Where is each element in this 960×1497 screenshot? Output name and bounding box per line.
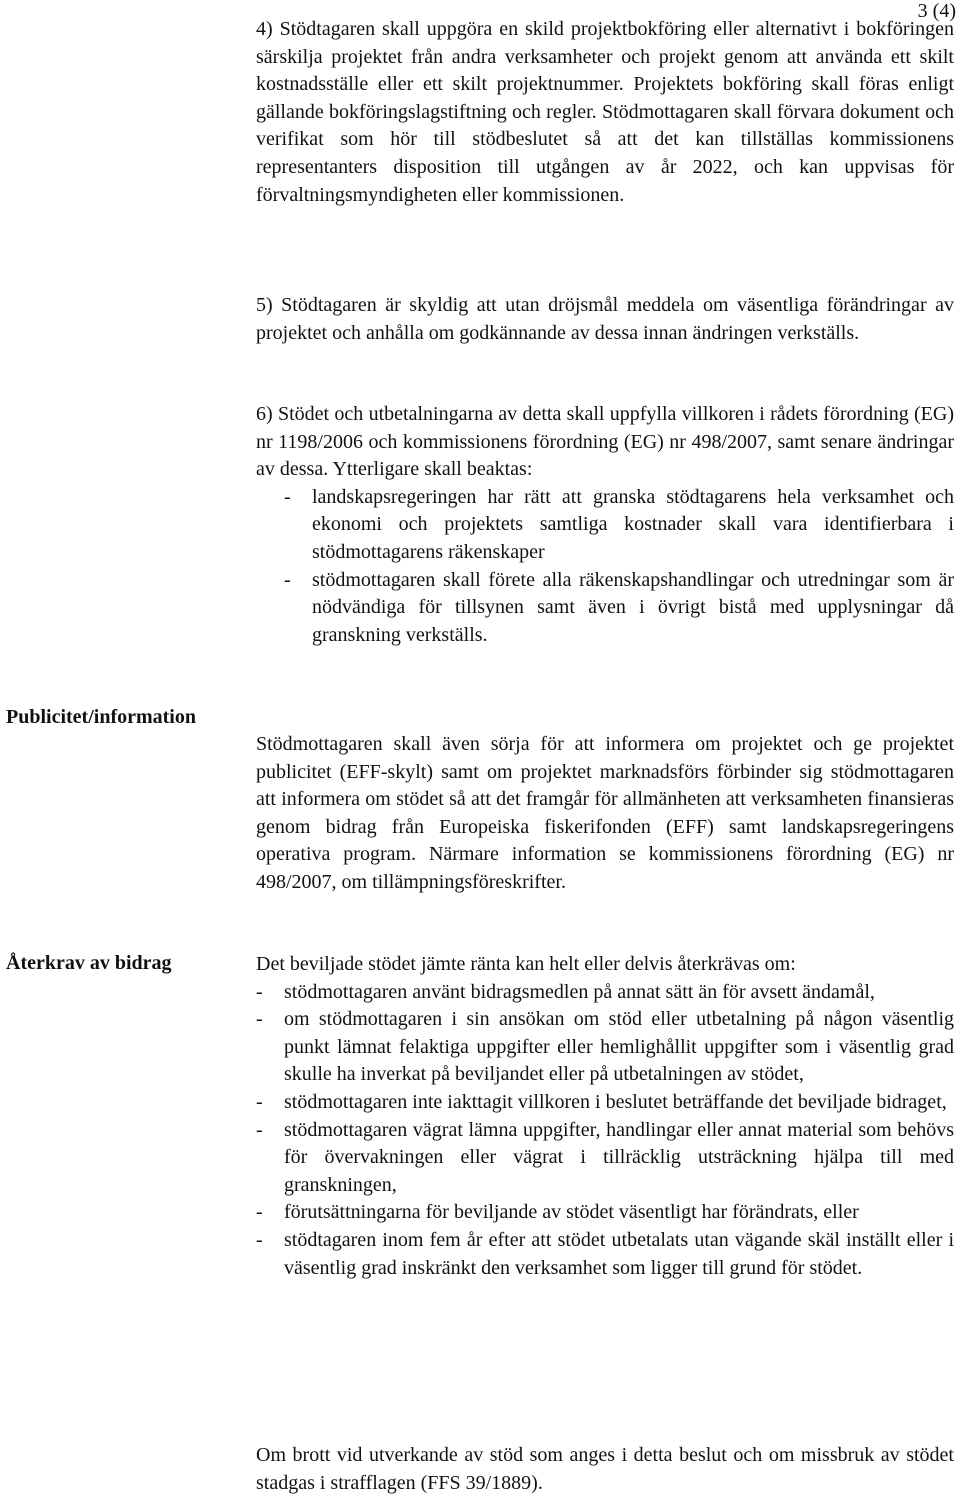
list-item bbox=[256, 1227, 954, 1282]
list-item bbox=[256, 1117, 954, 1200]
recovery-section bbox=[256, 951, 954, 1282]
dash-bullet: - bbox=[284, 485, 291, 508]
condition-5-paragraph: 5) Stödtagaren är skyldig att utan dröjsmål meddela om väsentliga förändringar av projektet och anhålla om godkännande av dessa innan ändringen verkställs. bbox=[256, 294, 954, 344]
list-item bbox=[256, 979, 954, 1007]
list-item-text: förutsättningarna för beviljande av stödet väsentligt har förändrats, eller bbox=[284, 1201, 859, 1224]
list-item-text: stödmottagaren skall förete alla räkenskapshandlingar och utredningar som är nödvändiga för tillsynen samt även i övrigt bistå med upplysningar då granskning verkställs. bbox=[312, 568, 954, 646]
condition-6-section bbox=[256, 401, 954, 649]
list-item bbox=[256, 1199, 954, 1227]
list-item bbox=[256, 567, 954, 650]
list-item bbox=[256, 484, 954, 567]
list-item bbox=[256, 1006, 954, 1089]
list-item-text: om stödmottagaren i sin ansökan om stöd eller utbetalning på någon väsentlig punkt lämnat felaktiga uppgifter eller hemlighållit uppgifter som i väsentlig grad skulle ha inverkat på beviljandet eller på utbetalningen av stödet, bbox=[284, 1008, 954, 1086]
recovery-list bbox=[256, 979, 954, 1283]
condition-6-intro: 6) Stödet och utbetalningarna av detta skall uppfylla villkoren i rådets förordning (EG) nr 1198/2006 och kommissionens förordning (EG) nr 498/2007, samt senare ändringar av dessa. Ytterligare skall beaktas: bbox=[256, 403, 954, 481]
condition-4-paragraph: 4) Stödtagaren skall uppgöra en skild projektbokföring eller alternativt i bokföringen särskilja projektet från andra verksamheter och projekt genom att använda ett skilt kostnadsställe eller ett skilt projektnummer. Projektets bokföring skall föras enligt gällande bokföringslagstiftning och regler. Stödmottagaren skall förvara dokument och verifikat som hör till stödbeslutet så att det kan tillställas kommissionens representanters disposition till utgången av år 2022, och kan uppvisas för förvaltningsmyndigheten eller kommissionen. bbox=[256, 18, 954, 206]
dash-bullet: - bbox=[256, 1090, 263, 1113]
list-item-text: landskapsregeringen har rätt att granska stödtagarens hela verksamhet och ekonomi och projektets samtliga kostnader skall vara identifierbara i stödmottagarens räkenskaper bbox=[312, 485, 954, 563]
publicity-heading: Publicitet/information bbox=[6, 706, 196, 728]
dash-bullet: - bbox=[284, 568, 291, 591]
list-item bbox=[256, 1089, 954, 1117]
list-item-text: stödmottagaren vägrat lämna uppgifter, handlingar eller annat material som behövs för övervakningen eller vägrat i tillräcklig utsträckning hjälpa till med granskningen, bbox=[284, 1118, 954, 1196]
page-number: 3 (4) bbox=[917, 0, 956, 22]
dash-bullet: - bbox=[256, 1118, 263, 1141]
list-item-text: stödmottagaren använt bidragsmedlen på annat sätt än för avsett ändamål, bbox=[284, 980, 875, 1003]
dash-bullet: - bbox=[256, 1008, 263, 1031]
recovery-intro: Det beviljade stödet jämte ränta kan helt eller delvis återkrävas om: bbox=[256, 953, 796, 975]
recovery-heading: Återkrav av bidrag bbox=[6, 952, 172, 974]
dash-bullet: - bbox=[256, 1228, 263, 1251]
list-item-text: stödtagaren inom fem år efter att stödet utbetalats utan vägande skäl inställt eller i väsentlig grad inskränkt den verksamhet som ligger till grund för stödet. bbox=[284, 1228, 954, 1279]
dash-bullet: - bbox=[256, 1201, 263, 1224]
condition-6-list bbox=[256, 484, 954, 650]
dash-bullet: - bbox=[256, 980, 263, 1003]
publicity-paragraph: Stödmottagaren skall även sörja för att informera om projektet och ge projektet publicitet (EFF-skylt) samt om projektet marknadsförs förbinder sig stödmottagaren att informera om stödet så att det framgår för allmänheten att verksamheten finansieras genom bidrag från Europeiska fiskerifonden (EFF) samt landskapsregeringens operativa program. Närmare information se kommissionens förordning (EG) nr 498/2007, om tillämpningsföreskrifter. bbox=[256, 733, 954, 893]
list-item-text: stödmottagaren inte iakttagit villkoren i beslutet beträffande det beviljade bidraget, bbox=[284, 1090, 947, 1113]
recovery-closing-paragraph: Om brott vid utverkande av stöd som anges i detta beslut och om missbruk av stödet stadgas i strafflagen (FFS 39/1889). bbox=[256, 1444, 954, 1494]
